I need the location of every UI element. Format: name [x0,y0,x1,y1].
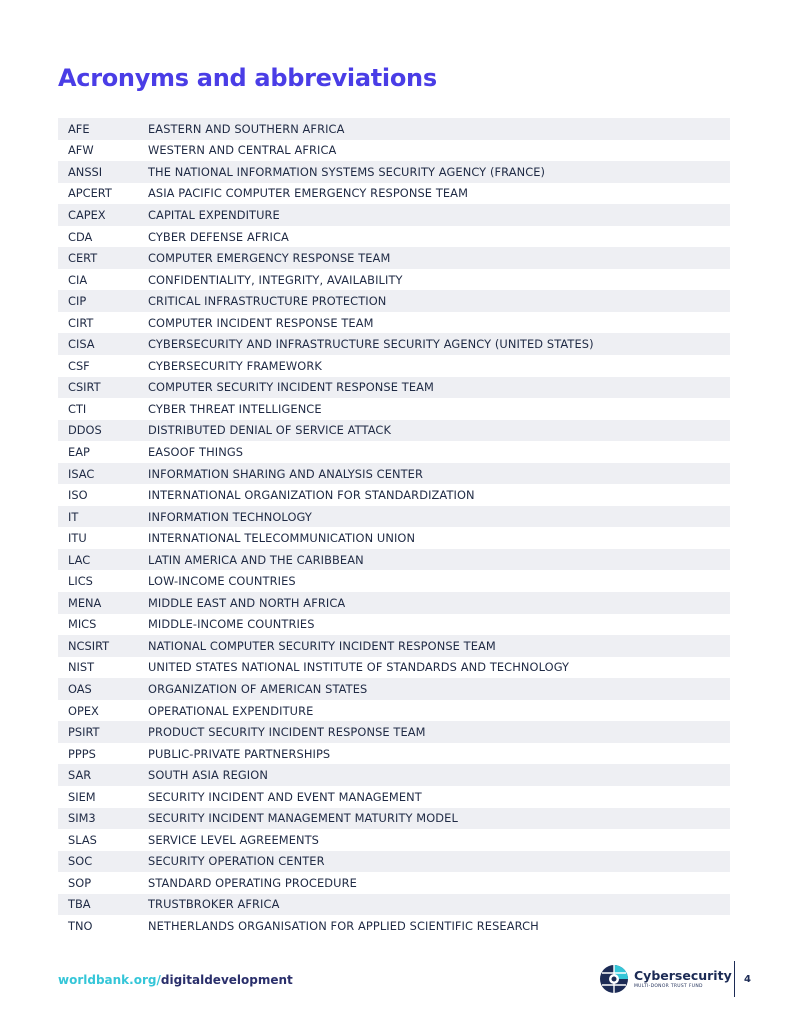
definition-cell: ASIA PACIFIC COMPUTER EMERGENCY RESPONSE TEAM [148,186,468,201]
acronym-cell: APCERT [68,186,112,201]
table-row [58,678,730,700]
table-row [58,549,730,571]
definition-cell: PUBLIC-PRIVATE PARTNERSHIPS [148,746,331,761]
table-row [58,441,730,463]
definition-cell: THE NATIONAL INFORMATION SYSTEMS SECURITY AGENCY (FRANCE) [148,164,546,179]
acronym-cell: CIP [68,294,87,309]
definition-cell: SECURITY INCIDENT MANAGEMENT MATURITY MODEL [148,811,458,826]
definition-cell: COMPUTER EMERGENCY RESPONSE TEAM [148,251,391,266]
table-row [58,721,730,743]
table-row [58,872,730,894]
table-row [58,700,730,722]
table-row [58,333,730,355]
acronym-cell: ISAC [68,466,95,481]
table-row [58,915,730,937]
definition-cell: EASTERN AND SOUTHERN AFRICA [148,121,345,136]
page-number: 4 [744,974,751,985]
cybersecurity-logo [599,964,732,994]
acronym-cell: PSIRT [68,725,100,740]
footer-link-prefix: worldbank.org/ [58,973,161,987]
definition-cell: INFORMATION TECHNOLOGY [148,509,312,524]
acronym-cell: TBA [68,897,91,912]
table-row [58,204,730,226]
definition-cell: COMPUTER INCIDENT RESPONSE TEAM [148,315,374,330]
acronym-cell: EAP [68,444,90,459]
definition-cell: INTERNATIONAL ORGANIZATION FOR STANDARDIZATION [148,488,475,503]
definition-cell: NATIONAL COMPUTER SECURITY INCIDENT RESPONSE TEAM [148,638,496,653]
acronym-cell: SAR [68,768,92,783]
table-row [58,764,730,786]
acronym-cell: OAS [68,681,92,696]
definition-cell: DISTRIBUTED DENIAL OF SERVICE ATTACK [148,423,392,438]
table-row [58,312,730,334]
acronym-cell: CERT [68,251,98,266]
acronym-table [58,118,730,937]
acronym-cell: MENA [68,595,102,610]
acronym-cell: ITU [68,531,87,546]
table-row [58,140,730,162]
acronym-cell: CTI [68,401,87,416]
acronym-cell: SOP [68,875,92,890]
table-row [58,635,730,657]
table-row [58,527,730,549]
acronym-cell: CISA [68,337,95,352]
table-row [58,894,730,916]
table-row [58,247,730,269]
footer-link-suffix: digitaldevelopment [160,973,293,987]
definition-cell: CRITICAL INFRASTRUCTURE PROTECTION [148,294,387,309]
definition-cell: LATIN AMERICA AND THE CARIBBEAN [148,552,364,567]
acronym-cell: IT [68,509,79,524]
table-row [58,226,730,248]
definition-cell: CYBER THREAT INTELLIGENCE [148,401,322,416]
acronym-cell: OPEX [68,703,99,718]
acronym-cell: DDOS [68,423,102,438]
acronym-cell: LAC [68,552,91,567]
acronym-cell: LICS [68,574,93,589]
definition-cell: COMPUTER SECURITY INCIDENT RESPONSE TEAM [148,380,434,395]
table-row [58,183,730,205]
definition-cell: MIDDLE-INCOME COUNTRIES [148,617,315,632]
acronym-cell: CSIRT [68,380,101,395]
acronym-cell: CDA [68,229,93,244]
acronym-cell: NCSIRT [68,638,110,653]
acronym-cell: SIEM [68,789,96,804]
table-row [58,463,730,485]
page-title: Acronyms and abbreviations [58,64,437,92]
acronym-cell: SLAS [68,832,97,847]
definition-cell: OPERATIONAL EXPENDITURE [148,703,314,718]
definition-cell: INFORMATION SHARING AND ANALYSIS CENTER [148,466,423,481]
acronym-cell: AFW [68,143,94,158]
table-row [58,592,730,614]
table-row [58,657,730,679]
definition-cell: SECURITY OPERATION CENTER [148,854,325,869]
definition-cell: CONFIDENTIALITY, INTEGRITY, AVAILABILITY [148,272,403,287]
acronym-cell: CIRT [68,315,94,330]
globe-icon [599,964,629,994]
table-row [58,808,730,830]
table-row [58,269,730,291]
footer-divider [734,961,735,997]
footer-link[interactable] [58,973,293,987]
table-row [58,570,730,592]
table-row [58,786,730,808]
acronym-cell: CSF [68,358,90,373]
definition-cell: INTERNATIONAL TELECOMMUNICATION UNION [148,531,416,546]
table-row [58,355,730,377]
definition-cell: LOW-INCOME COUNTRIES [148,574,296,589]
definition-cell: STANDARD OPERATING PROCEDURE [148,875,357,890]
acronym-cell: MICS [68,617,97,632]
definition-cell: SOUTH ASIA REGION [148,768,268,783]
acronym-cell: ISO [68,488,88,503]
acronym-cell: AFE [68,121,90,136]
table-row [58,506,730,528]
definition-cell: CYBERSECURITY FRAMEWORK [148,358,322,373]
definition-cell: NETHERLANDS ORGANISATION FOR APPLIED SCIENTIFIC RESEARCH [148,919,539,933]
table-row [58,161,730,183]
table-row [58,743,730,765]
acronym-cell: NIST [68,660,95,675]
table-row [58,290,730,312]
table-row [58,398,730,420]
acronym-cell: SIM3 [68,811,96,826]
acronym-cell: TNO [68,919,93,933]
definition-cell: SECURITY INCIDENT AND EVENT MANAGEMENT [148,789,422,804]
acronym-cell: ANSSI [68,164,103,179]
acronym-cell: CAPEX [68,207,106,222]
acronym-cell: PPPS [68,746,96,761]
logo-name: Cybersecurity [634,967,732,983]
definition-cell: EASOOF THINGS [148,444,244,459]
definition-cell: MIDDLE EAST AND NORTH AFRICA [148,595,346,610]
definition-cell: CAPITAL EXPENDITURE [148,207,280,222]
definition-cell: PRODUCT SECURITY INCIDENT RESPONSE TEAM [148,725,426,740]
definition-cell: UNITED STATES NATIONAL INSTITUTE OF STANDARDS AND TECHNOLOGY [148,660,570,675]
definition-cell: SERVICE LEVEL AGREEMENTS [148,832,320,847]
table-row [58,377,730,399]
logo-subtitle: MULTI-DONOR TRUST FUND [634,983,703,989]
definition-cell: CYBER DEFENSE AFRICA [148,229,289,244]
table-row [58,829,730,851]
table-row [58,614,730,636]
acronym-cell: CIA [68,272,88,287]
table-row [58,118,730,140]
table-row [58,420,730,442]
acronym-cell: SOC [68,854,93,869]
definition-cell: WESTERN AND CENTRAL AFRICA [148,143,337,158]
definition-cell: TRUSTBROKER AFRICA [148,897,280,912]
definition-cell: ORGANIZATION OF AMERICAN STATES [148,681,368,696]
definition-cell: CYBERSECURITY AND INFRASTRUCTURE SECURITY AGENCY (UNITED STATES) [148,337,594,352]
table-row [58,484,730,506]
table-row [58,851,730,873]
